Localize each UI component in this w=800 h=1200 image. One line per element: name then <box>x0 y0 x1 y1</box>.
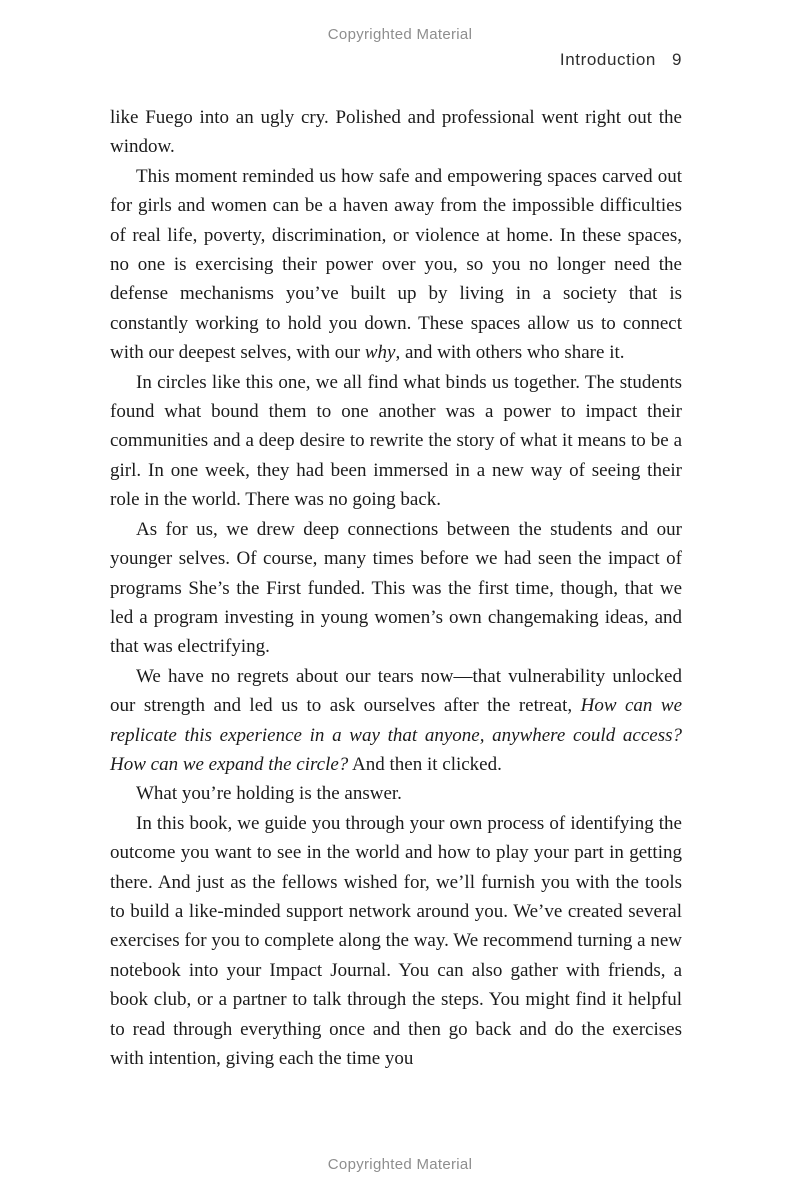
text-run: We have no regrets about our tears now—that vulnerability unlocked our strength and led us to ask ourselves after the retreat, <box>110 665 682 717</box>
text-run: This moment reminded us how safe and empowering spaces carved out for girls and women can be a haven away from the impossible difficulties of real life, poverty, discrimination, or violence at home. In these spaces, no one is exercising their power over you, so you no longer need the defense mechanisms you’ve built up by living in a society that is constantly working to hold you down. These spaces allow us to connect with our deepest selves, with our <box>110 165 682 364</box>
text-run: , and with others who share it. <box>395 342 625 364</box>
text-run: like Fuego into an ugly cry. Polished and professional went right out the window. <box>110 107 682 158</box>
paragraph <box>110 779 682 808</box>
copyright-watermark-top: Copyrighted Material <box>327 26 473 43</box>
paragraph <box>110 368 682 515</box>
italic-text-run: How can we replicate this experience in a way that anyone, anywhere could access? How can we expand the circle? <box>110 695 683 775</box>
section-title: Introduction <box>559 50 656 69</box>
text-run: In this book, we guide you through your own process of identifying the outcome you want to see in the world and how to play your part in getting there. And just as the fellows wished for, we’ll furnish you with the tools to build a like-minded support network around you. We’ve created several exercises for you to complete along the way. We recommend turning a new notebook into your Impact Journal. You can also gather with friends, a book club, or a partner to talk through the steps. You might find it helpful to read through everything once and then go back and do the exercises with intention, giving each the time you <box>110 812 682 1069</box>
text-run: As for us, we drew deep connections between the students and our younger selves. Of course, many times before we had seen the impact of programs She’s the First funded. This was the first time, though, that we led a program investing in young women’s own changemaking ideas, and that was electrifying. <box>110 518 682 658</box>
paragraph <box>110 162 682 368</box>
paragraph <box>110 515 682 662</box>
paragraph <box>110 103 682 162</box>
paragraph <box>110 809 682 1074</box>
text-run: In circles like this one, we all find what binds us together. The students found what bound them to one another was a power to impact their communities and a deep desire to rewrite the story of what it means to be a girl. In one week, they had been immersed in a new way of seeing their role in the world. There was no going back. <box>110 371 682 511</box>
running-header <box>110 50 682 70</box>
copyright-watermark-bottom: Copyrighted Material <box>327 1156 473 1173</box>
page-number: 9 <box>671 50 682 69</box>
text-run: And then it clicked. <box>348 753 502 775</box>
page-body <box>110 103 682 1073</box>
italic-text-run: why <box>364 342 396 364</box>
paragraph <box>110 662 682 780</box>
text-run: What you’re holding is the answer. <box>136 783 402 805</box>
